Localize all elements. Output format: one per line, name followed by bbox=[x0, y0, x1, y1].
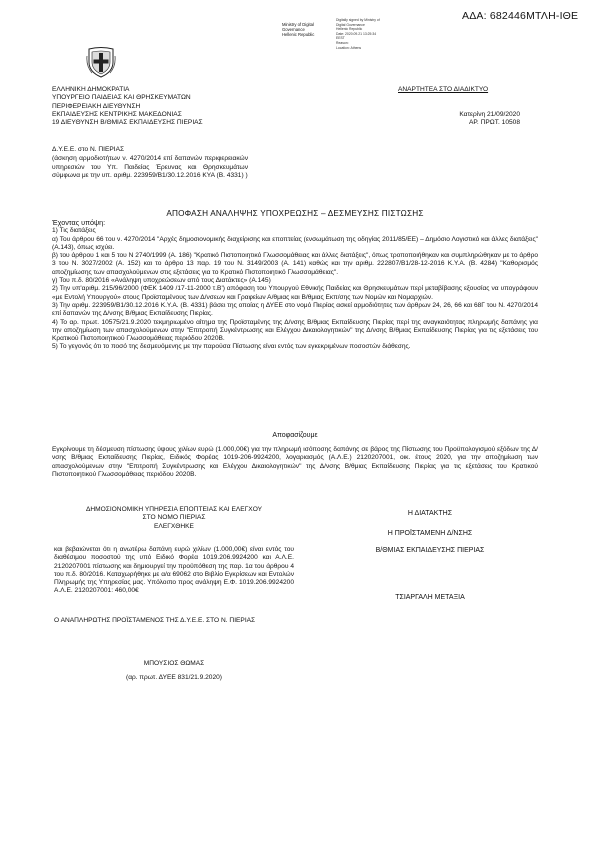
signature-line: Ministry of Digital bbox=[282, 22, 314, 27]
signature-line: Hellenic Republic bbox=[282, 32, 315, 37]
recipient-line: Δ.Υ.Ε.Ε. στο Ν. ΠΙΕΡΙΑΣ bbox=[52, 146, 125, 153]
signature-detail: Date: 2020.09.21 13:25:34 bbox=[336, 31, 377, 36]
signature-detail: Hellenic Republic bbox=[336, 27, 363, 32]
fiscal-service-county: ΣΤΟ ΝΟΜΟ ΠΙΕΡΙΑΣ bbox=[142, 514, 206, 522]
signature-detail: Digital Governance bbox=[336, 22, 365, 27]
document-date: Κατερίνη 21/09/2020 bbox=[459, 111, 520, 118]
consideration-item: 3) Την αριθμ. 223959/Β1/30.12.2016 Κ.Υ.Α. (Β. 4331) βάσει της οποίας η ΔΥΕΕ στο νομό Πιερίας ασκεί αρμοδιότητες των άρθρων 24, 26, 66 και 68Γ του Ν. 4270/2014 επί δαπανών της Δ/νσης Β/θμιας Εκπαίδευσης Πιερίας. bbox=[52, 301, 538, 318]
recipient-note: (άσκηση αρμοδιοτήτων ν. 4270/2014 επί δαπανών περιφερειακών υπηρεσιών του Υπ. Παιδείας Έρευνας και Θρησκευμάτων σύμφωνα με την υπ. αριθμ. 223959/Β1/30.12.2016 ΚΥΑ (Β. 4331) ) bbox=[52, 155, 248, 179]
authorizing-officer-name: ΤΣΙΑΡΓΑΛΗ ΜΕΤΑΞΙΑ bbox=[395, 594, 465, 601]
authorizing-officer-role: Η ΔΙΑΤΑΚΤΗΣ bbox=[407, 510, 453, 517]
deputy-head-name: ΜΠΟΥΣΙΟΣ ΘΩΜΑΣ bbox=[143, 660, 205, 667]
signature-detail: Digitally signed by Ministry of bbox=[336, 18, 380, 22]
signature-labels bbox=[282, 22, 334, 37]
consideration-item: 1) Τις διατάξεις bbox=[52, 227, 96, 235]
consideration-item: β) του άρθρου 1 και 5 του Ν 2740/1999 (Α. 186) "Κρατικό Πιστοποιητικό Γλωσσομάθειας και άλλες διατάξεις", όπως τροποποιήθηκαν και συμπληρώθηκαν με το άρθρο 3 του Ν. 3027/2002 (Α. 152) και το άρθρο 13 παρ. 19 του Ν. 3149/2003 (Α. 141) καθώς και την αριθμ. 222807/Β1/28-12-2016 Κ.Υ.Α. (Β. 4284) "Καθορισμός αποζημίωσης των απασχολούμενων στις εξετάσεις για το Κρατικό Πιστοποιητικό Γλωσσομάθειας". bbox=[52, 252, 538, 276]
fiscal-service-block bbox=[52, 506, 296, 531]
consideration-item: 2) Την υπ'αριθμ. 215/96/2000 (ΦΕΚ 1409 /17-11-2000 τ.Β') απόφαση του Υπουργού Εθνικής Παιδείας και Θρησκευμάτων περί μεταβίβασης εξουσίας να υπογράφουν «με Εντολή Υπουργού» στους Προϊσταμένους των Δ/νσεων και Γραφείων Α/θμιας και Β/θμιας Εκπ/σης των Νομών και Νομαρχιών. bbox=[52, 285, 538, 301]
fiscal-reference: (αρ. πρωτ. ΔΥΕΕ 831/21.9.2020) bbox=[126, 674, 222, 681]
checked-label: ΕΛΕΓΧΘΗΚΕ bbox=[154, 522, 194, 530]
greek-coat-of-arms-icon bbox=[86, 46, 116, 78]
recipient-block bbox=[52, 146, 248, 180]
signature-line: Governance bbox=[282, 27, 305, 32]
issuing-authority bbox=[52, 86, 203, 127]
fiscal-verification-text: και βεβαιώνεται ότι η ανωτέρω δαπάνη ευρώ χιλίων (1.000,00€) είναι εντός του διαθέσιμου ποσοστού της υπό Ειδικό Φορέα 1019.206.9924200 και Α.Λ.Ε. 2120207001 πίστωσης και δημιουργεί την προϋπόθεση της παρ. 1α του άρθρου 4 του π.δ. 80/2016. Καταχωρήθηκε με α/α 69062 στο Βιβλίο Εγκρίσεων και Εντολών Πληρωμής της Υπηρεσίας μας. Υπόλοιπο προς ανάληψη Ε.Φ. 1019.206.9924200 Α.Λ.Ε. 2120207001: 460,00€ bbox=[54, 546, 294, 595]
decision-title: ΑΠΟΦΑΣΗ ΑΝΑΛΗΨΗΣ ΥΠΟΧΡΕΩΣΗΣ – ΔΕΣΜΕΥΣΗΣ ΠΙΣΤΩΣΗΣ bbox=[166, 209, 424, 218]
deputy-head-title: Ο ΑΝΑΠΛΗΡΩΤΗΣ ΠΡΟΪΣΤΑΜΕΝΟΣ ΤΗΣ Δ.Υ.Ε.Ε. ΣΤΟ Ν. ΠΙΕΡΙΑΣ bbox=[54, 617, 256, 624]
org-line: 19 ΔΙΕΥΘΥΝΣΗ Β/ΘΜΙΑΣ ΕΚΠΑΙΔΕΥΣΗΣ ΠΙΕΡΙΑΣ bbox=[52, 119, 203, 127]
authorizing-officer-title: Η ΠΡΟΪΣΤΑΜΕΝΗ Δ/ΝΣΗΣ bbox=[387, 530, 473, 537]
consideration-item: γ) Του π.δ. 80/2016 «Ανάληψη υποχρεώσεων από τους Διατάκτες» (Α.145) bbox=[52, 277, 271, 285]
org-line: ΕΚΠΑΙΔΕΥΣΗΣ ΚΕΝΤΡΙΚΗΣ ΜΑΚΕΔΟΝΙΑΣ bbox=[52, 110, 182, 118]
fiscal-service-name: ΔΗΜΟΣΙΟΝΟΜΙΚΗ ΥΠΗΡΕΣΙΑ ΕΠΟΠΤΕΙΑΣ ΚΑΙ ΕΛΕΓΧΟΥ bbox=[85, 506, 263, 513]
org-line: ΕΛΛΗΝΙΚΗ ΔΗΜΟΚΡΑΤΙΑ bbox=[52, 86, 130, 93]
consideration-item: α) Του άρθρου 66 του ν. 4270/2014 "Αρχές δημοσιονομικής διαχείρισης και εποπτείας (ενσωμάτωση της οδηγίας 2011/85/ΕΕ) – Δημόσιο Λογιστικό και άλλες διατάξεις" (Α.143), όπως ισχύει. bbox=[52, 235, 538, 251]
ada-code: ΑΔΑ: 682446ΜΤΛΗ-ΙΘΕ bbox=[462, 10, 579, 22]
authorizing-officer-directorate: Β/ΘΜΙΑΣ ΕΚΠΑΙΔΕΥΣΗΣ ΠΙΕΡΙΑΣ bbox=[375, 547, 485, 554]
org-line: ΠΕΡΙΦΕΡΕΙΑΚΗ ΔΙΕΥΘΥΝΣΗ bbox=[52, 102, 141, 110]
considerations-heading: Έχοντας υπόψη: bbox=[52, 218, 106, 227]
consideration-item: 4) Το αρ. πρωτ. 10575/21.9.2020 τεκμηριωμένο αίτημα της Προϊσταμένης της Δ/νσης Β/θμιας Εκπαίδευσης Πιερίας περί της αναγκαιότητας πληρωμής δαπάνης για την αποζημίωση των απασχολούμενων στην "Επιτροπή Συγκέντρωσης και Ελέγχου Δικαιολογητικών" της Δ/νσης Β/θμιας Εκπαίδευσης Πιερίας για τις εξετάσεις του Κρατικού Πιστοποιητικού Γλωσσομάθειας περιόδου 2020Β. bbox=[52, 318, 538, 343]
signature-detail: Reason: bbox=[336, 40, 349, 45]
considerations bbox=[52, 219, 538, 352]
signature-detail: Location: Athens bbox=[336, 45, 362, 50]
org-line: ΥΠΟΥΡΓΕΙΟ ΠΑΙΔΕΙΑΣ ΚΑΙ ΘΡΗΣΚΕΥΜΑΤΩΝ bbox=[52, 94, 191, 102]
signature-detail: EEST bbox=[336, 36, 345, 41]
decision-text: Εγκρίνουμε τη δέσμευση πίστωσης ύψους χιλίων ευρώ (1.000,00€) για την πληρωμή ισόποσης δαπάνης σε βάρος της Πίστωσης του Προϋπολογισμού εξόδων της Δ/νσης Β/θμιας Εκπαίδευσης Πιερίας, Ειδικός Φορέας 1019-206-9924200, λογαριασμός (Α.Λ.Ε.) 2120207001, οικ. έτους 2020, για την αποζημίωση των απασχολούμενων στην "Επιτροπή Συγκέντρωσης και Ελέγχου Δικαιολογητικών" της Δ/νσης Β/θμιας Εκπαίδευσης Πιερίας για τις εξετάσεις του Κρατικού Πιστοποιητικού Γλωσσομάθειας περιόδου 2020Β. bbox=[52, 446, 538, 478]
protocol-number: ΑΡ. ΠΡΩΤ. 10508 bbox=[468, 119, 520, 126]
signature-details bbox=[336, 18, 380, 50]
decision-heading: Αποφασίζουμε bbox=[272, 432, 318, 439]
posting-notice: ΑΝΑΡΤΗΤΕΑ ΣΤΟ ΔΙΑΔΙΚΤΥΟ bbox=[398, 86, 489, 93]
consideration-item: 5) Το γεγονός ότι το ποσό της δεσμευόμενης με την παρούσα Πίστωσης είναι εντός των εγκεκριμένων ποσοστών διάθεσης. bbox=[52, 343, 411, 351]
